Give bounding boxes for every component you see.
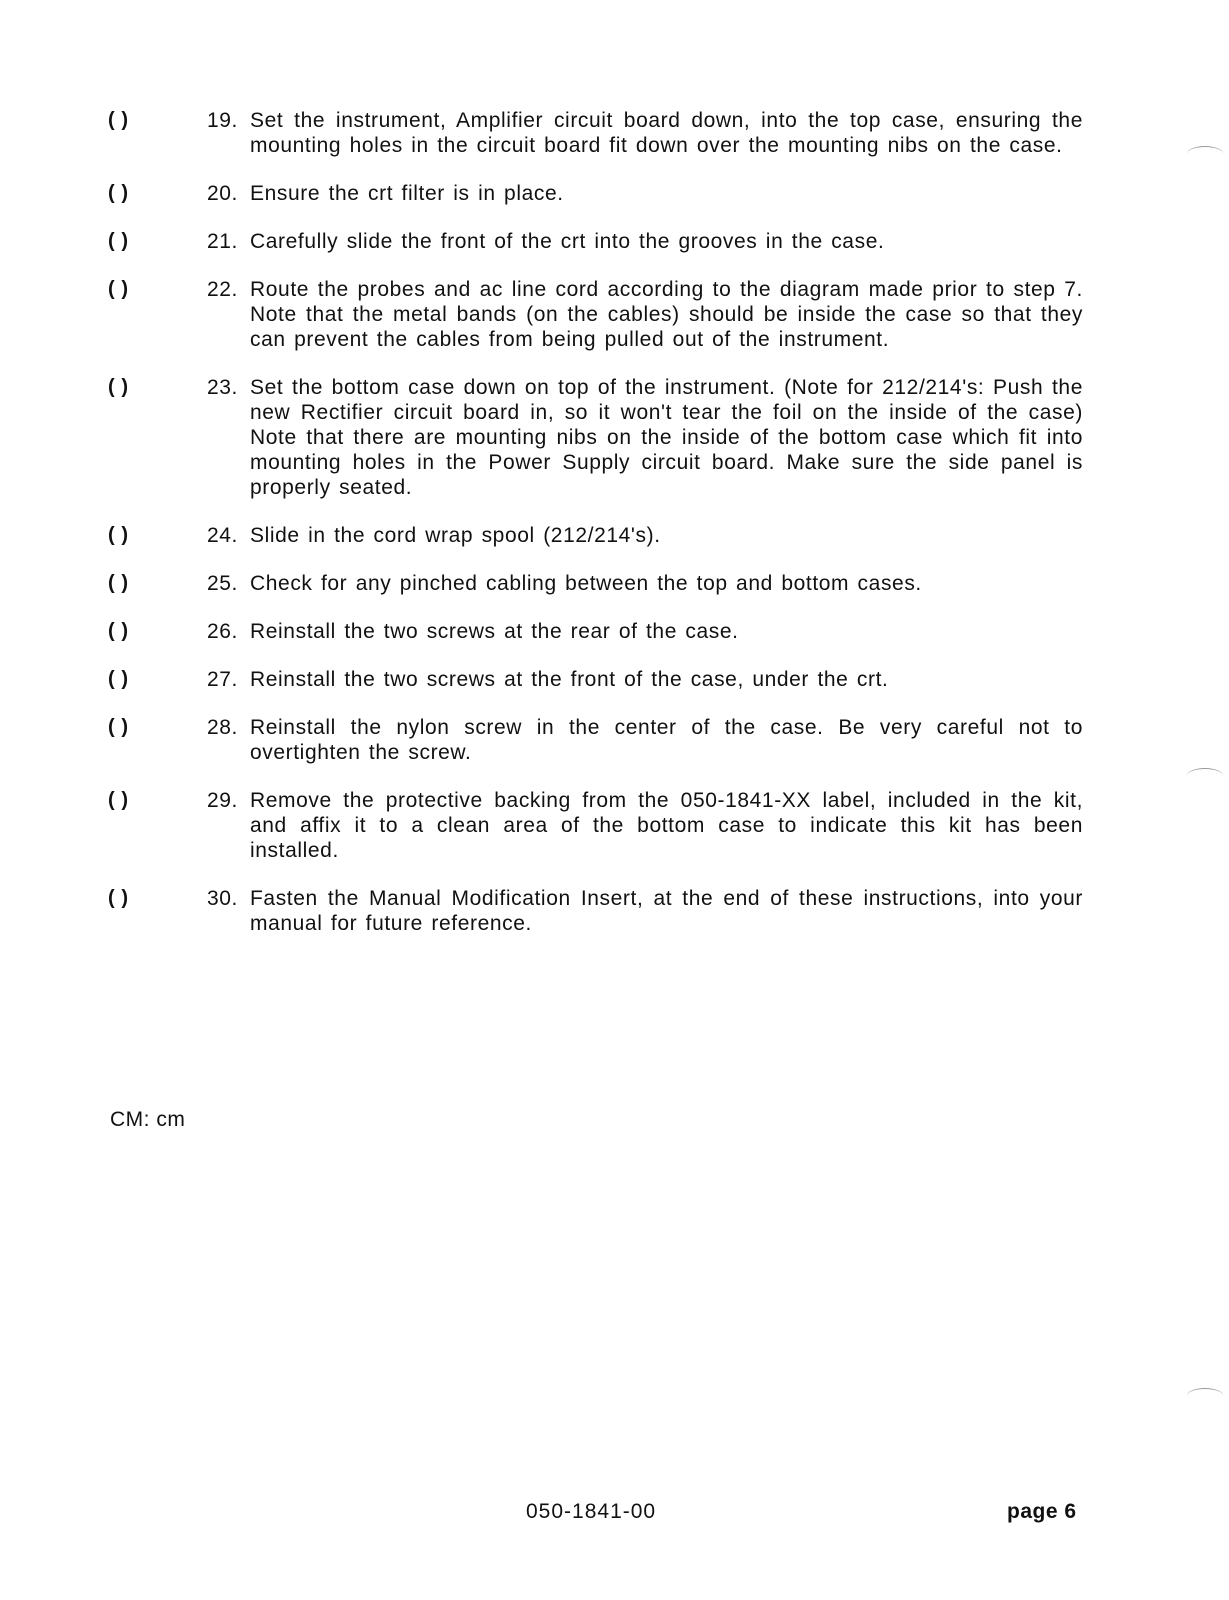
step-text: Reinstall the two screws at the front of the case, under the crt. xyxy=(250,668,889,691)
step-25 xyxy=(108,571,1083,596)
author-initials: CM: cm xyxy=(110,1108,186,1131)
step-number: 29. xyxy=(207,789,238,812)
step-number: 24. xyxy=(207,524,238,547)
step-22 xyxy=(108,277,1083,352)
checkbox[interactable]: ( ) xyxy=(108,230,129,252)
step-number: 19. xyxy=(207,109,238,132)
step-21 xyxy=(108,229,1083,254)
step-text: Set the bottom case down on top of the instrument. (Note for 212/214's: Push the new Rectifier circuit board in, so it won't tear the foil on the inside of the case) Note that there are mounting nibs on the inside of the bottom case which fit into mounting holes in the Power Supply circuit board. Make sure the side panel is properly seated. xyxy=(250,376,1083,499)
checkbox[interactable]: ( ) xyxy=(108,887,129,909)
step-text: Remove the protective backing from the 050-1841-XX label, included in the kit, and affix it to a clean area of the bottom case to indicate this kit has been installed. xyxy=(250,789,1083,862)
checkbox[interactable]: ( ) xyxy=(108,109,129,131)
document-number: 050-1841-00 xyxy=(526,1500,657,1523)
step-30 xyxy=(108,886,1083,936)
step-28 xyxy=(108,715,1083,765)
step-number: 23. xyxy=(207,376,238,399)
checkbox[interactable]: ( ) xyxy=(108,572,129,594)
step-number: 27. xyxy=(207,668,238,691)
step-26 xyxy=(108,619,1083,644)
step-number: 20. xyxy=(207,182,238,205)
checkbox[interactable]: ( ) xyxy=(108,376,129,398)
checkbox[interactable]: ( ) xyxy=(108,716,129,738)
step-text: Carefully slide the front of the crt into the grooves in the case. xyxy=(250,230,885,253)
step-text: Fasten the Manual Modification Insert, at the end of these instructions, into your manual for future reference. xyxy=(250,887,1083,935)
step-19 xyxy=(108,108,1083,158)
step-text: Ensure the crt filter is in place. xyxy=(250,182,564,205)
checkbox[interactable]: ( ) xyxy=(108,668,129,690)
checkbox[interactable]: ( ) xyxy=(108,182,129,204)
step-text: Reinstall the nylon screw in the center of the case. Be very careful not to overtighten the screw. xyxy=(250,716,1083,764)
step-24 xyxy=(108,523,1083,548)
step-number: 21. xyxy=(207,230,238,253)
step-20 xyxy=(108,181,1083,206)
checkbox[interactable]: ( ) xyxy=(108,620,129,642)
step-number: 25. xyxy=(207,572,238,595)
step-text: Slide in the cord wrap spool (212/214's). xyxy=(250,524,661,547)
step-text: Set the instrument, Amplifier circuit board down, into the top case, ensuring the mounting holes in the circuit board fit down over the mounting nibs on the case. xyxy=(250,109,1083,157)
checkbox[interactable]: ( ) xyxy=(108,524,129,546)
step-number: 22. xyxy=(207,278,238,301)
scan-edge-mark xyxy=(1187,768,1223,783)
step-number: 28. xyxy=(207,716,238,739)
step-27 xyxy=(108,667,1083,692)
checkbox[interactable]: ( ) xyxy=(108,789,129,811)
scan-edge-mark xyxy=(1187,1388,1223,1403)
checkbox[interactable]: ( ) xyxy=(108,278,129,300)
step-text: Route the probes and ac line cord according to the diagram made prior to step 7. Note that the metal bands (on the cables) should be inside the case so that they can prevent the cables from being pulled out of the instrument. xyxy=(250,278,1083,351)
step-23 xyxy=(108,375,1083,500)
page-number: page 6 xyxy=(1007,1500,1077,1523)
step-text: Reinstall the two screws at the rear of the case. xyxy=(250,620,739,643)
step-text: Check for any pinched cabling between the top and bottom cases. xyxy=(250,572,922,595)
step-list xyxy=(108,108,1083,959)
step-number: 26. xyxy=(207,620,238,643)
step-number: 30. xyxy=(207,887,238,910)
scan-edge-mark xyxy=(1187,146,1223,161)
step-29 xyxy=(108,788,1083,863)
